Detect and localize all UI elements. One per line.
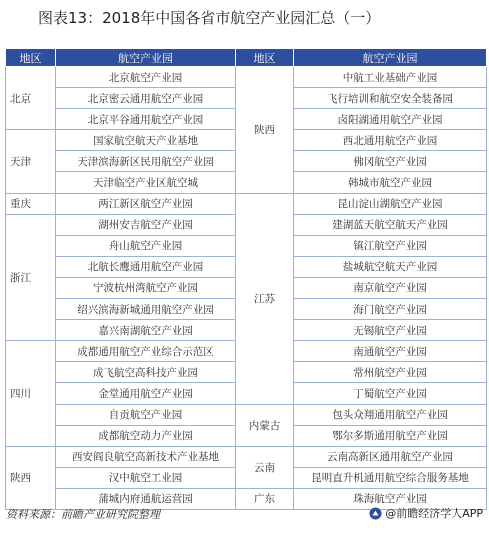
- brand-logo-icon: [369, 507, 382, 520]
- park-cell-right: 南京航空产业园: [294, 277, 487, 298]
- park-cell-left: 北京平谷通用航空产业园: [56, 109, 236, 130]
- park-cell-right: 中航工业基础产业园: [294, 67, 487, 88]
- region-cell-left: 北京: [6, 67, 56, 130]
- header-park-left: 航空产业园: [56, 49, 236, 67]
- park-table: [5, 48, 487, 510]
- brand-mark: [369, 505, 483, 521]
- park-cell-left: 天津临空产业区航空城: [56, 172, 236, 193]
- region-cell-right: 内蒙古: [236, 404, 294, 446]
- park-cell-left: 成都航空动力产业园: [56, 425, 236, 446]
- park-cell-left: 北京航空产业园: [56, 67, 236, 88]
- park-cell-left: 成都通用航空产业综合示范区: [56, 341, 236, 362]
- table-row: [6, 67, 487, 88]
- park-cell-right: 云南高新区通用航空产业园: [294, 446, 487, 467]
- park-cell-left: 国家航空航天产业基地: [56, 130, 236, 151]
- park-cell-left: 嘉兴南湖航空产业园: [56, 320, 236, 341]
- park-cell-left: 西安阎良航空高新技术产业基地: [56, 446, 236, 467]
- park-cell-right: 盐城航空航天产业园: [294, 256, 487, 277]
- region-cell-left: 四川: [6, 341, 56, 446]
- table-row: [6, 404, 487, 425]
- park-cell-right: 飞行培训和航空安全装备园: [294, 88, 487, 109]
- table-row: [6, 446, 487, 467]
- park-cell-right: 常州航空产业园: [294, 362, 487, 383]
- table-body: [6, 67, 487, 510]
- region-cell-right: 广东: [236, 488, 294, 509]
- park-cell-left: 金堂通用航空产业园: [56, 383, 236, 404]
- region-cell-left: 浙江: [6, 214, 56, 341]
- park-cell-right: 鄂尔多斯通用航空产业园: [294, 425, 487, 446]
- park-cell-right: 昆山淀山湖航空产业园: [294, 193, 487, 214]
- park-cell-left: 北京密云通用航空产业园: [56, 88, 236, 109]
- park-cell-left: 蒲城内府通航运营园: [56, 488, 236, 509]
- park-cell-right: 建湖蓝天航空航天产业园: [294, 214, 487, 235]
- region-cell-left: 天津: [6, 130, 56, 193]
- region-cell-right: 陕西: [236, 67, 294, 194]
- park-cell-right: 珠海航空产业园: [294, 488, 487, 509]
- region-cell-right: 江苏: [236, 193, 294, 404]
- park-cell-right: 韩城市航空产业园: [294, 172, 487, 193]
- park-table-container: [5, 48, 486, 506]
- header-park-right: 航空产业园: [294, 49, 487, 67]
- header-region-left: 地区: [6, 49, 56, 67]
- park-cell-right: 西北通用航空产业园: [294, 130, 487, 151]
- park-cell-left: 成飞航空高科技产业园: [56, 362, 236, 383]
- region-cell-left: 陕西: [6, 446, 56, 509]
- brand-label: @前瞻经济学人APP: [385, 507, 483, 520]
- park-cell-right: 南通航空产业园: [294, 341, 487, 362]
- table-row: [6, 193, 487, 214]
- footer: [0, 502, 489, 526]
- park-cell-right: 镇江航空产业园: [294, 235, 487, 256]
- park-cell-left: 自贡航空产业园: [56, 404, 236, 425]
- park-cell-left: 宁波杭州湾航空产业园: [56, 277, 236, 298]
- park-cell-right: 卤阳湖通用航空产业园: [294, 109, 487, 130]
- park-cell-right: 海门航空产业园: [294, 299, 487, 320]
- park-cell-left: 北航长鹰通用航空产业园: [56, 256, 236, 277]
- park-cell-left: 绍兴滨海新城通用航空产业园: [56, 299, 236, 320]
- region-cell-right: 云南: [236, 446, 294, 488]
- table-header-row: [6, 49, 487, 67]
- park-cell-right: 佛冈航空产业园: [294, 151, 487, 172]
- park-cell-left: 舟山航空产业园: [56, 235, 236, 256]
- park-cell-right: 包头众翔通用航空产业园: [294, 404, 487, 425]
- park-cell-left: 天津滨海新区民用航空产业园: [56, 151, 236, 172]
- park-cell-left: 汉中航空工业园: [56, 467, 236, 488]
- header-region-right: 地区: [236, 49, 294, 67]
- park-cell-right: 昆明直升机通用航空综合服务基地: [294, 467, 487, 488]
- park-cell-right: 丁蜀航空产业园: [294, 383, 487, 404]
- park-cell-left: 湖州安吉航空产业园: [56, 214, 236, 235]
- table-title: 图表13：2018年中国各省市航空产业园汇总（一）: [38, 9, 381, 27]
- park-cell-right: 无锡航空产业园: [294, 320, 487, 341]
- source-note: 资料来源：前瞻产业研究院整理: [6, 508, 160, 521]
- park-cell-left: 两江新区航空产业园: [56, 193, 236, 214]
- region-cell-left: 重庆: [6, 193, 56, 214]
